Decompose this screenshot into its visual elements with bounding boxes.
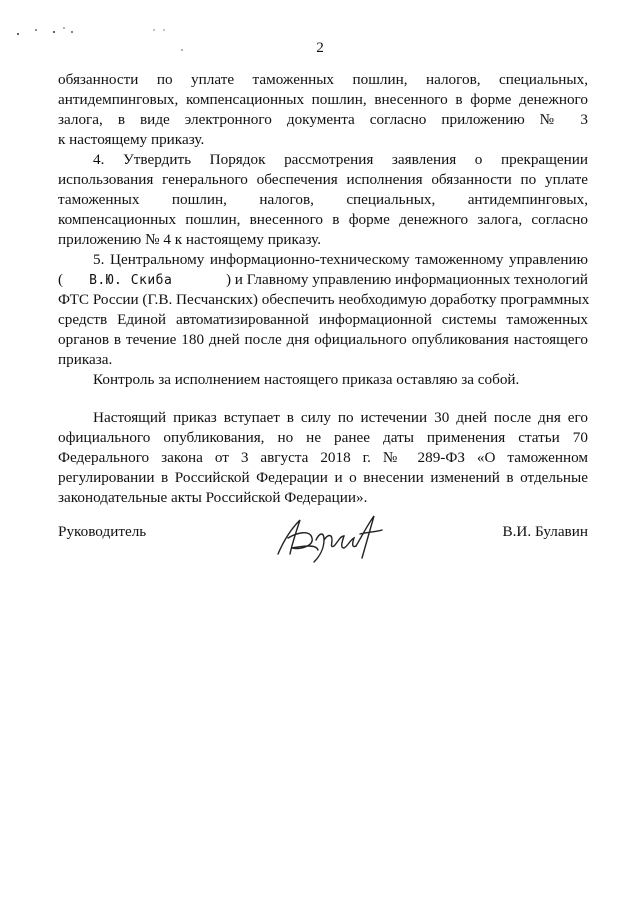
text-line: компенсационных пошлин, внесенного в форме денежного залога, согласно	[58, 211, 588, 228]
paragraph-continued	[58, 70, 588, 150]
signature-block	[58, 510, 588, 570]
text-line: органов в течение 180 дней после дня официального опубликования настоящего	[58, 331, 588, 348]
paragraph-control	[58, 370, 588, 390]
text-line: Настоящий приказ вступает в силу по истечении 30 дней после дня его	[93, 409, 588, 426]
text-line: таможенных пошлин, налогов, специальных, антидемпинговых,	[58, 191, 588, 208]
text-line: регулировании в Российской Федерации и о внесении изменений в отдельные	[58, 469, 588, 486]
page-number: 2	[316, 39, 324, 56]
signatory-name: В.И. Булавин	[502, 523, 588, 540]
paragraph-5	[58, 250, 588, 370]
text-line: приложению № 4 к настоящему приказу.	[58, 231, 321, 248]
text-line: средств Единой автоматизированной информационной системы таможенных	[58, 311, 588, 328]
handwritten-name: В.Ю. Скиба	[89, 273, 173, 288]
bracket-open: ( В.Ю. Скиба	[58, 271, 173, 288]
text-line: к настоящему приказу.	[58, 131, 205, 148]
paragraph-4	[58, 150, 588, 250]
text-line: использования генерального обеспечения исполнения обязанности по уплате	[58, 171, 588, 188]
text-line: антидемпинговых, компенсационных пошлин, внесенного в форме денежного	[58, 91, 588, 108]
text-line: обязанности по уплате таможенных пошлин, налогов, специальных,	[58, 71, 588, 88]
text-line: 4. Утвердить Порядок рассмотрения заявления о прекращении	[93, 151, 588, 168]
text-line: приказа.	[58, 351, 113, 368]
text-line: ФТС России (Г.В. Песчанских) обеспечить необходимую доработку программных	[58, 291, 590, 308]
text-line: Федерального закона от 3 августа 2018 г. № 289-ФЗ «О таможенном	[58, 449, 588, 466]
text-line-rest: ) и Главному управлению информационных технологий	[225, 271, 588, 288]
text-line: законодательные акты Российской Федерации».	[58, 489, 368, 506]
text-line: 5. Центральному информационно-техническому таможенному управлению	[93, 251, 588, 268]
text-line-with-handwritten-name	[58, 270, 588, 290]
signatory-position: Руководитель	[58, 523, 147, 540]
text-line: залога, в виде электронного документа согласно приложению № 3	[58, 111, 588, 128]
paragraph-effective-date	[58, 408, 588, 508]
text-line: Контроль за исполнением настоящего приказа оставляю за собой.	[93, 371, 520, 388]
handwritten-signature-icon	[270, 510, 390, 566]
text-line: официального опубликования, но не ранее даты применения статьи 70	[58, 429, 588, 446]
